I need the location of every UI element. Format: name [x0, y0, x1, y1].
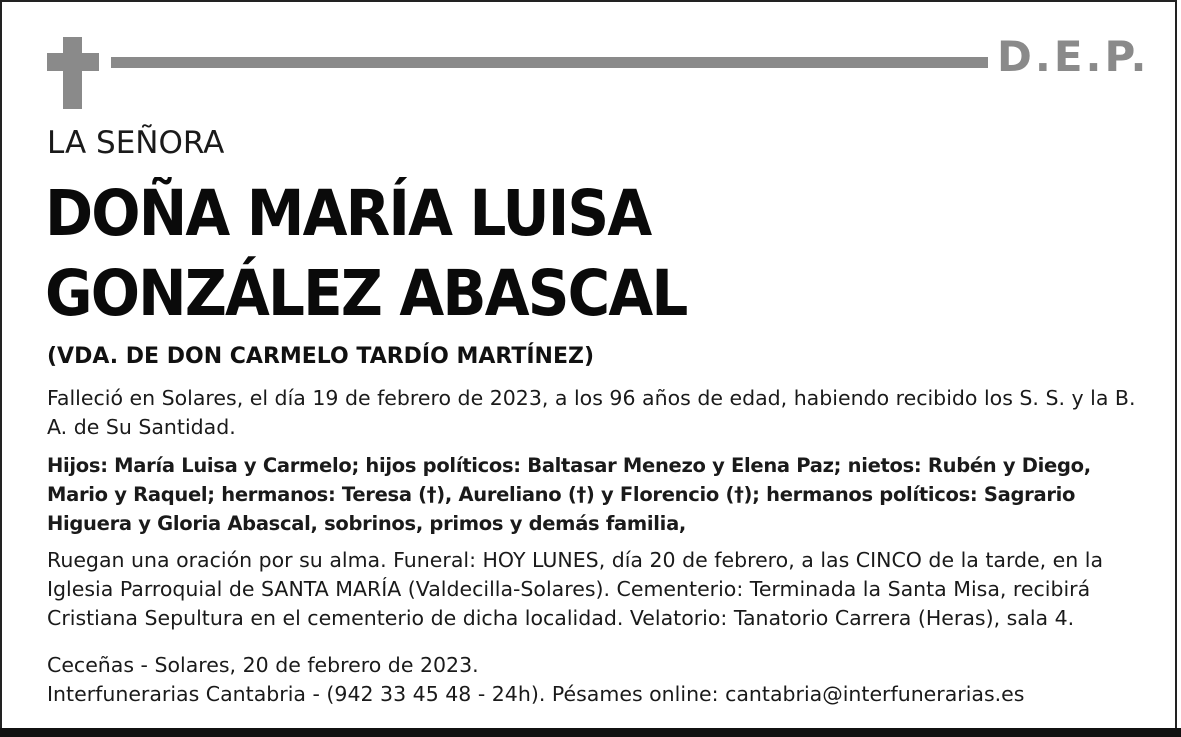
family-list: Hijos: María Luisa y Carmelo; hijos políticos: Baltasar Menezo y Elena Paz; nietos: Rubén y Diego, Mario y Raquel; hermanos: Teresa (†), Aureliano (†) y Florencio (†); hermanos políticos: Sagrario Higuera y Gloria Abascal, sobrinos, primos y demás familia, [47, 454, 1091, 535]
dep-label: D.E.P. [997, 32, 1150, 81]
cross-icon [47, 37, 99, 109]
deceased-name [45, 174, 686, 334]
deceased-name-line1: DOÑA MARÍA LUISA [45, 177, 651, 250]
funeral-details: Ruegan una oración por su alma. Funeral: HOY LUNES, día 20 de febrero, a las CINCO de la tarde, en la Iglesia Parroquial de SANTA MARÍA (Valdecilla-Solares). Cementerio: Terminada la Santa Misa, recibirá Cristiana Sepultura en el cementerio de dicha localidad. Velatorio: Tanatorio Carrera (Heras), sala 4. [47, 548, 1104, 630]
deceased-name-line2: GONZÁLEZ ABASCAL [45, 257, 687, 330]
bottom-border [0, 728, 1181, 737]
footer [47, 651, 1147, 709]
widow-of: (VDA. DE DON CARMELO TARDÍO MARTÍNEZ) [47, 344, 594, 369]
place-date: Ceceñas - Solares, 20 de febrero de 2023. [47, 653, 479, 677]
death-notice: Falleció en Solares, el día 19 de febrero de 2023, a los 96 años de edad, habiendo recibido los S. S. y la B. A. de Su Santidad. [47, 386, 1136, 439]
header-rule [111, 57, 988, 68]
funeral-home: Interfunerarias Cantabria - (942 33 45 48 - 24h). Pésames online: cantabria@interfunerarias.es [47, 682, 1025, 706]
title-label: LA SEÑORA [47, 125, 225, 161]
